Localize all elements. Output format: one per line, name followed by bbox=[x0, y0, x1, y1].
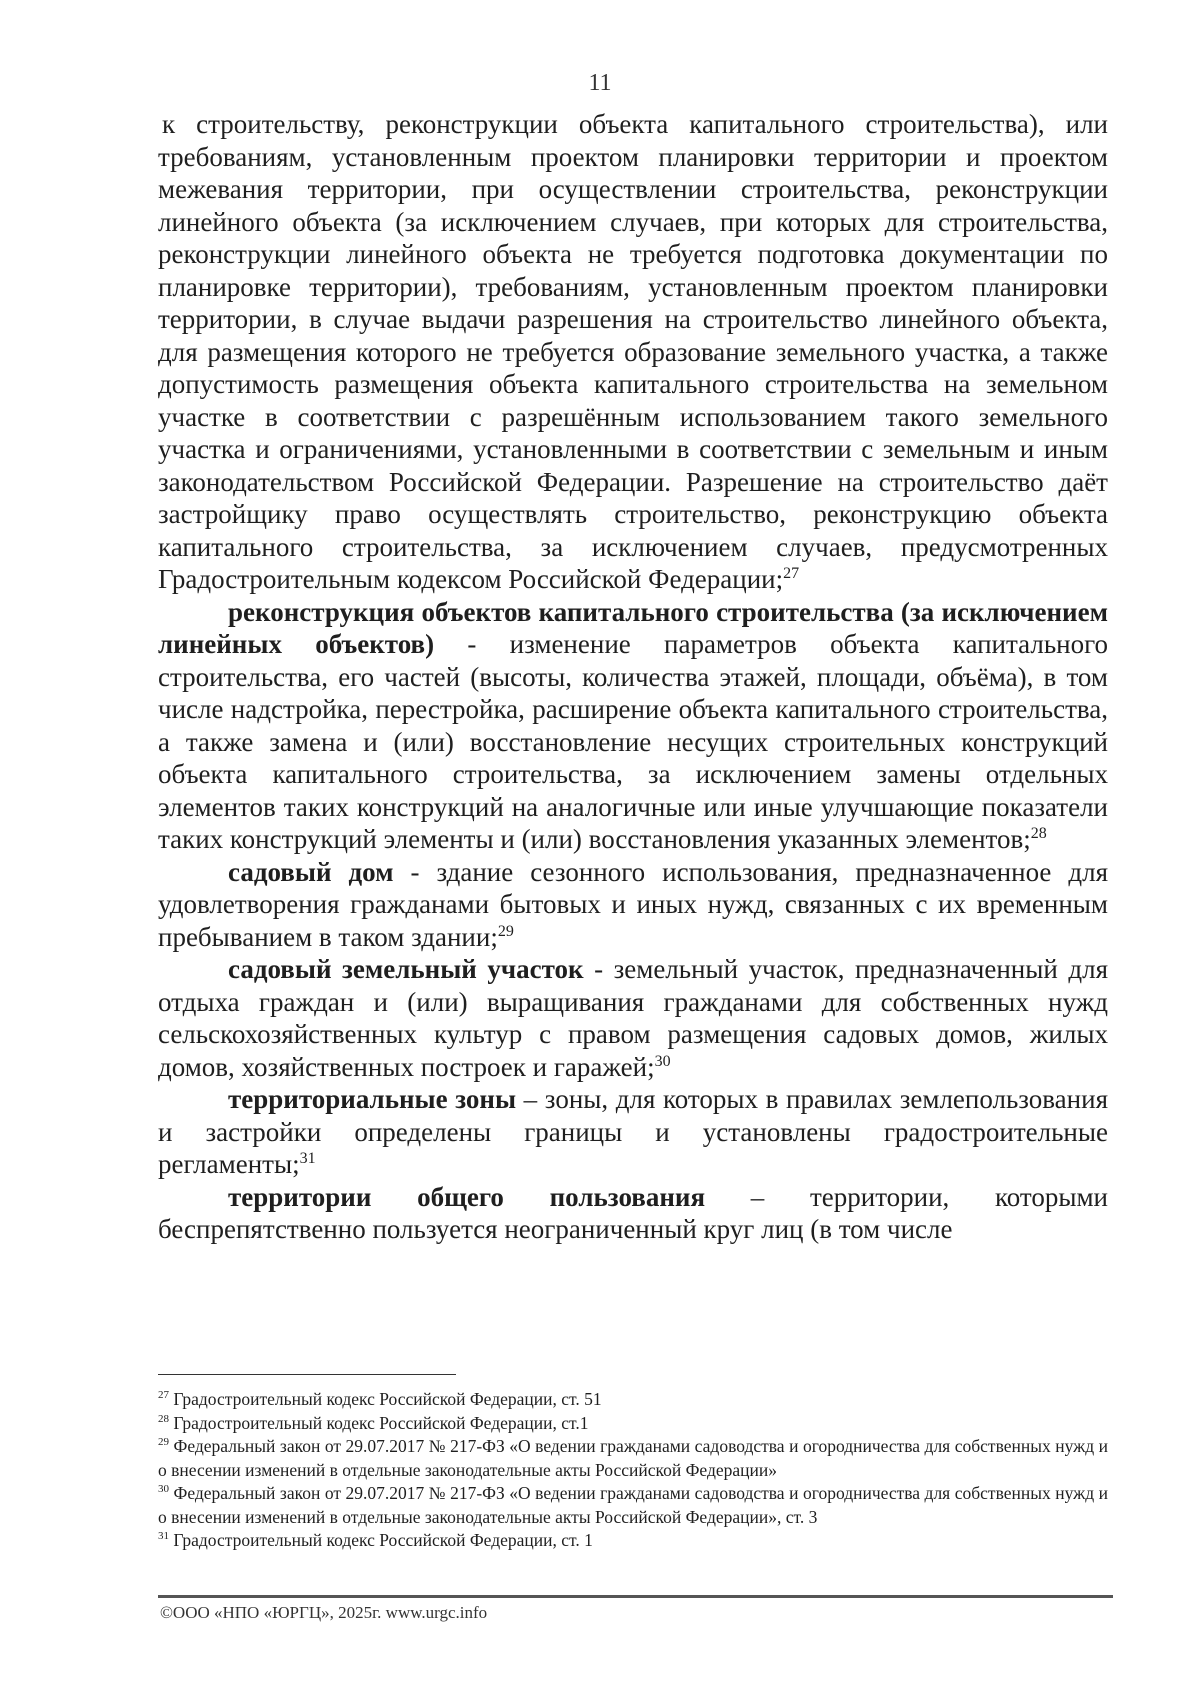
footnotes bbox=[158, 1388, 1108, 1553]
footnote-number: 27 bbox=[158, 1389, 169, 1402]
footnote-number: 28 bbox=[158, 1412, 169, 1425]
defined-term: садовый земельный участок bbox=[228, 954, 584, 984]
footnote bbox=[158, 1529, 1108, 1553]
footnote-text: Федеральный закон от 29.07.2017 № 217-ФЗ «О ведении гражданами садоводства и огородничества для собственных нужд и о внесении изменений в отдельные законодательные акты Российской Федерации» bbox=[158, 1436, 1108, 1480]
defined-term: садовый дом bbox=[228, 856, 394, 887]
footnote-text: Градостроительный кодекс Российской Федерации, ст. 51 bbox=[169, 1389, 602, 1409]
footnote-text: Федеральный закон от 29.07.2017 № 217-ФЗ «О ведении гражданами садоводства и огородничества для собственных нужд и о внесении изменений в отдельные законодательные акты Российской Федерации», ст. 3 bbox=[158, 1483, 1108, 1527]
footnote bbox=[158, 1435, 1108, 1482]
footnote-text: Градостроительный кодекс Российской Федерации, ст. 1 bbox=[169, 1530, 593, 1550]
footnote-ref[interactable]: 27 bbox=[783, 565, 800, 582]
definition-territorial-zones bbox=[158, 1083, 1108, 1181]
footnote-number: 29 bbox=[158, 1436, 169, 1449]
footer-copyright: ©ООО «НПО «ЮРГЦ», 2025г. www.urgc.info bbox=[160, 1603, 488, 1622]
footnote-separator bbox=[158, 1374, 456, 1375]
body-text bbox=[158, 108, 1108, 1246]
definition-text: – зоны, для которых в правилах землепользования и застройки определены границы и установлены градостроительные регламенты; bbox=[158, 1084, 1108, 1179]
footnote bbox=[158, 1482, 1108, 1529]
defined-term: территориальные зоны bbox=[228, 1084, 517, 1114]
page-number: 11 bbox=[588, 70, 612, 96]
definition-public-territories bbox=[158, 1181, 1108, 1246]
footnote-ref[interactable]: 29 bbox=[497, 922, 514, 940]
defined-term: реконструкция объектов капитального строительства (за исключением линейных объектов) bbox=[158, 596, 1108, 659]
footnote-ref[interactable]: 30 bbox=[654, 1052, 671, 1070]
paragraph-text: к строительству, реконструкции объекта капитального строительства), или требованиям, установленным проектом планировки территории и проектом межевания территории, при осуществлении строительства, реконструкции линейного объекта (за исключением случаев, при которых для строительства, реконструкции линейного объекта не требуется подготовка документации по планировке территории), требованиям, установленным проектом планировки территории, в случае выдачи разрешения на строительство линейного объекта, для размещения которого не требуется образование земельного участка, а также допустимость размещения объекта капитального строительства на земельном участке в соответствии с разрешённым использованием такого земельного участка и ограничениями, установленными в соответствии с земельным и иным законодательством Российской Федерации. Разрешение на строительство даёт застройщику право осуществлять строительство, реконструкцию объекта капитального строительства, за исключением случаев, предусмотренных Градостроительным кодексом Российской Федерации; bbox=[158, 109, 1108, 594]
definition-text: - земельный участок, предназначенный для отдыха граждан и (или) выращивания гражданами для собственных нужд сельскохозяйственных культур с правом размещения садовых домов, жилых домов, хозяйственных построек и гаражей; bbox=[158, 954, 1108, 1082]
defined-term: территории общего пользования bbox=[228, 1181, 706, 1212]
footnote bbox=[158, 1388, 1108, 1412]
footnote-number: 30 bbox=[158, 1483, 169, 1496]
definition-reconstruction bbox=[158, 596, 1108, 856]
footer-separator bbox=[158, 1595, 1113, 1598]
footnote-text: Градостроительный кодекс Российской Федерации, ст.1 bbox=[169, 1412, 589, 1433]
footnote-ref[interactable]: 28 bbox=[1030, 825, 1047, 842]
footnote-number: 31 bbox=[158, 1530, 169, 1543]
definition-text: – территории, которыми беспрепятственно пользуется неограниченный круг лиц (в том числе bbox=[158, 1181, 1108, 1244]
footnote-ref[interactable]: 31 bbox=[299, 1150, 316, 1167]
paragraph-continuation bbox=[158, 108, 1108, 596]
definition-text: - здание сезонного использования, предназначенное для удовлетворения гражданами бытовых и иных нужд, связанных с их временным пребыванием в таком здании; bbox=[158, 856, 1108, 952]
definition-garden-house bbox=[158, 856, 1108, 954]
definition-garden-plot bbox=[158, 953, 1108, 1083]
footnote bbox=[158, 1412, 1108, 1436]
definition-text: - изменение параметров объекта капитального строительства, его частей (высоты, количества этажей, площади, объёма), в том числе надстройка, перестройка, расширение объекта капитального строительства, а также замена и (или) восстановление несущих строительных конструкций объекта капитального строительства, за исключением замены отдельных элементов таких конструкций на аналогичные или иные улучшающие показатели таких конструкций элементы и (или) восстановления указанных элементов; bbox=[158, 629, 1108, 854]
